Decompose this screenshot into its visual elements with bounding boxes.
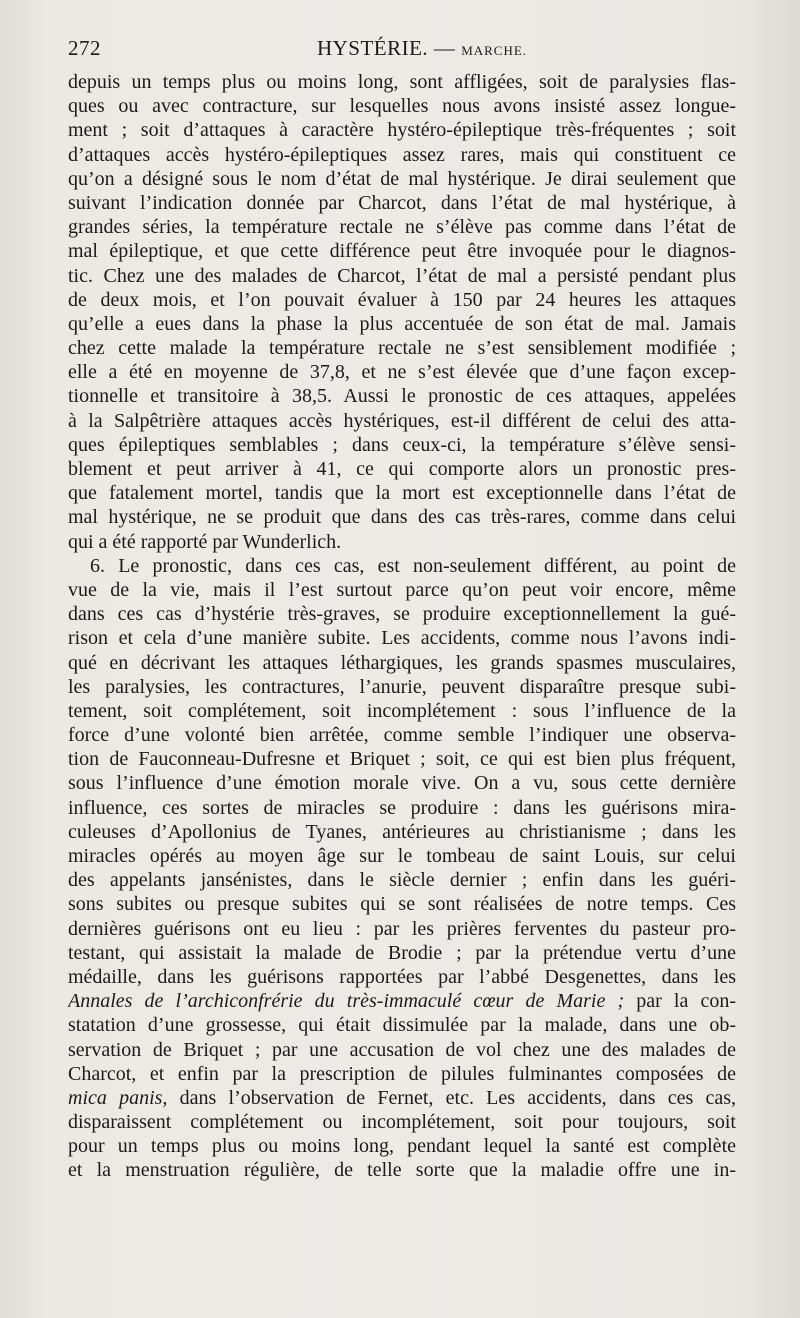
text-line: force d’une volonté bien arrêtée, comme semble l’indiquer une observa- — [68, 724, 736, 747]
text-line: tement, soit complétement, soit incomplétement : sous l’influence de la — [68, 699, 736, 722]
text-line: Charcot, et enfin par la prescription de pilules fulminantes composées de — [68, 1062, 736, 1085]
text-line: tion de Fauconneau-Dufresne et Briquet ; soit, ce qui est bien plus fréquent, — [68, 748, 736, 771]
text-line: et la menstruation régulière, de telle sorte que la maladie offre une in- — [68, 1159, 736, 1182]
text-line: d’attaques accès hystéro-épileptiques assez rares, mais qui constituent ce — [68, 143, 736, 166]
text-line: vue de la vie, mais il l’est surtout parce qu’on peut voir encore, même — [68, 578, 736, 601]
text-line: elle a été en moyenne de 37,8, et ne s’est élevée que d’une façon excep- — [68, 361, 736, 384]
text-line: miracles opérés au moyen âge sur le tombeau de saint Louis, sur celui — [68, 845, 736, 867]
text-fragment: dans l’observation de Fernet, etc. Les accidents, dans ces cas, — [167, 1086, 736, 1109]
italic-text: mica panis, — [68, 1086, 168, 1109]
text-line: qui a été rapporté par Wunderlich. — [68, 530, 342, 553]
running-title-section: MARCHE. — [461, 43, 528, 58]
text-line: médaille, dans les guérisons rapportées par l’abbé Desgenettes, dans les — [68, 965, 736, 988]
text-line: que fatalement mortel, tandis que la mort est exceptionnelle dans l’état de — [68, 482, 736, 505]
text-line: 6. Le pronostic, dans ces cas, est non-seulement différent, au point de — [90, 554, 736, 577]
text-line: qu’on a désigné sous le nom d’état de mal hystérique. Je dirai seulement que — [68, 167, 736, 190]
text-line: qué en décrivant les attaques léthargiques, les grands spasmes musculaires, — [68, 651, 736, 674]
text-line: ment ; soit d’attaques à caractère hystéro-épileptique très-fréquentes ; soit — [68, 119, 736, 142]
text-line: qu’elle a eues dans la phase la plus accentuée de son état de mal. Jamais — [68, 312, 736, 335]
text-line: dans ces cas d’hystérie très-graves, se produire exceptionnellement la gué- — [68, 603, 736, 626]
text-line: blement et peut arriver à 41, ce qui comporte alors un pronostic pres- — [68, 458, 736, 480]
text-fragment: par la con- — [624, 990, 736, 1013]
body-text — [68, 70, 736, 1183]
text-line: statation d’une grossesse, qui était dissimulée par la malade, dans une ob- — [68, 1014, 736, 1037]
text-line: suivant l’indication donnée par Charcot, dans l’état de mal hystérique, à — [68, 191, 736, 214]
text-line: les paralysies, les contractures, l’anurie, peuvent disparaître presque subi- — [68, 675, 736, 698]
text-line: tionnelle et transitoire à 38,5. Aussi le pronostic de ces attaques, appelées — [68, 385, 736, 408]
text-line: des appelants jansénistes, dans le siècle dernier ; enfin dans les guéri- — [68, 869, 736, 892]
text-line: testant, qui assistait la malade de Brodie ; par la prétendue vertu d’une — [68, 941, 736, 964]
text-line: influence, ces sortes de miracles se produire : dans les guérisons mira- — [68, 796, 736, 819]
page-header — [68, 36, 736, 66]
italic-text: Annales de l’archiconfrérie du très-immaculé cœur de Marie ; — [68, 990, 625, 1013]
running-title — [68, 36, 736, 61]
text-line: à la Salpêtrière attaques accès hystériques, est-il différent de celui des atta- — [68, 409, 736, 432]
text-line: dernières guérisons ont eu lieu : par les prières ferventes du pasteur pro- — [68, 917, 736, 940]
text-line: culeuses d’Apollonius de Tyanes, antérieures au christianisme ; dans les — [68, 820, 736, 843]
text-line: ques épileptiques semblables ; dans ceux-ci, la température s’élève sensi- — [68, 433, 736, 456]
text-line: mal épileptique, et que cette différence peut être invoquée pour le diagnos- — [68, 240, 736, 263]
text-line: disparaissent complétement ou incomplétement, soit pour toujours, soit — [68, 1111, 736, 1134]
text-line: sous l’influence d’une émotion morale vive. On a vu, sous cette dernière — [68, 772, 736, 795]
running-title-main: HYSTÉRIE. — — [316, 36, 456, 60]
text-line: grandes séries, la température rectale ne s’élève pas comme dans l’état de — [68, 216, 736, 239]
text-line: depuis un temps plus ou moins long, sont affligées, soit de paralysies flas- — [68, 71, 736, 93]
text-line: ques ou avec contracture, sur lesquelles nous avons insisté assez longue- — [68, 95, 736, 118]
text-line — [68, 1086, 736, 1110]
text-line: chez cette malade la température rectale ne s’est sensiblement modifiée ; — [68, 337, 736, 360]
text-line: rison et cela d’une manière subite. Les accidents, comme nous l’avons indi- — [68, 627, 736, 650]
paragraph-1 — [68, 70, 736, 554]
text-line: pour un temps plus ou moins long, pendant lequel la santé est complète — [68, 1135, 736, 1158]
text-line: sons subites ou presque subites qui se sont réalisées de notre temps. Ces — [68, 893, 736, 916]
text-line — [68, 989, 736, 1013]
paragraph-2 — [68, 554, 736, 1183]
text-line: mal hystérique, ne se produit que dans des cas très-rares, comme dans celui — [68, 506, 736, 529]
text-line: servation de Briquet ; par une accusation de vol chez une des malades de — [68, 1038, 736, 1061]
text-line: tic. Chez une des malades de Charcot, l’état de mal a persisté pendant plus — [68, 264, 736, 287]
page-number: 272 — [68, 36, 101, 60]
text-line: de deux mois, et l’on pouvait évaluer à 150 par 24 heures les attaques — [68, 288, 736, 311]
